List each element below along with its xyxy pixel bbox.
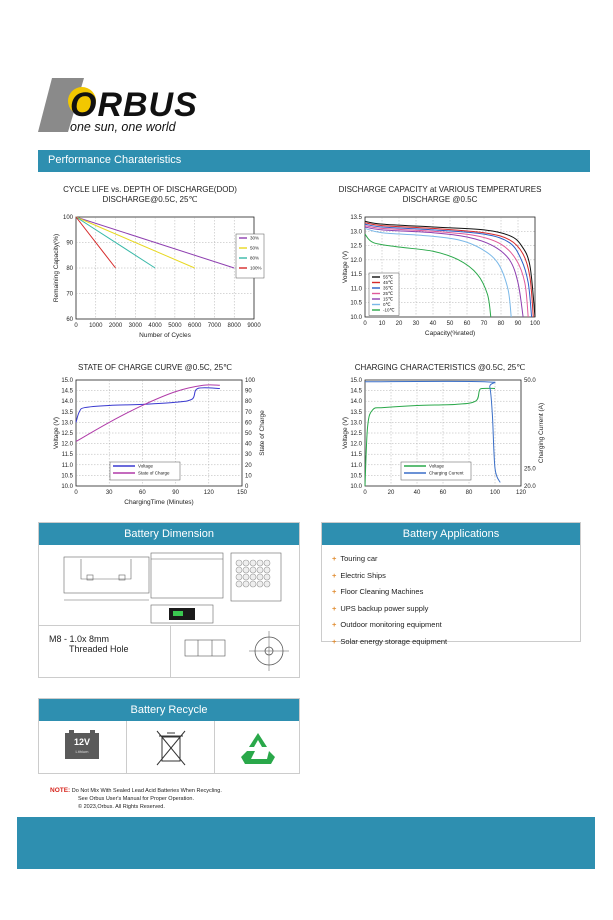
y-tick-label: 13.5 xyxy=(350,215,362,221)
note-line3: © 2023,Orbus. All Rights Reserved. xyxy=(78,804,165,810)
y2-tick-label: 30 xyxy=(245,452,252,459)
y-tick-label: 12.0 xyxy=(61,441,73,448)
battery-applications-title: Battery Applications xyxy=(322,523,580,545)
chart-svg xyxy=(40,182,290,347)
x-tick-label: 3000 xyxy=(128,323,143,329)
x-tick-label: 150 xyxy=(236,490,248,496)
y2-tick-label: 60 xyxy=(245,420,252,427)
x-tick-label: 90 xyxy=(172,490,179,496)
y-tick-label: 12.5 xyxy=(350,243,362,250)
legend-label: 35℃ xyxy=(383,285,394,291)
y2-tick-label: 25.0 xyxy=(524,466,536,473)
y-tick-label: 10.5 xyxy=(350,300,362,307)
chart-title: CYCLE LIFE vs. DEPTH OF DISCHARGE(DOD) xyxy=(63,185,237,194)
application-label: Outdoor monitoring equipment xyxy=(340,620,442,629)
x-tick-label: 120 xyxy=(203,490,214,496)
brand-tagline: one sun, one world xyxy=(70,120,176,134)
chart-subtitle: DISCHARGE @0.5C xyxy=(402,195,478,204)
x-tick-label: 8000 xyxy=(227,323,241,329)
y-tick-label: 12.0 xyxy=(350,441,362,448)
y-tick-label: 12.5 xyxy=(350,431,362,437)
legend-label: -10℃ xyxy=(383,307,395,313)
bullet-icon: + xyxy=(332,620,337,629)
x-tick-label: 80 xyxy=(465,490,473,496)
x-tick-label: 60 xyxy=(463,321,471,327)
y-tick-label: 11.0 xyxy=(350,286,362,293)
legend-label: 50% xyxy=(250,245,260,251)
application-label: UPS backup power supply xyxy=(340,603,429,613)
x-tick-label: 50 xyxy=(446,321,454,327)
y-axis-label: Remaining Capacity(%) xyxy=(53,233,60,303)
x-tick-label: 0 xyxy=(74,490,78,496)
x-tick-label: 2000 xyxy=(108,323,123,329)
battery-dimension-drawings xyxy=(39,545,299,625)
chart-svg xyxy=(325,358,575,523)
chart-title: CHARGING CHARACTERISTICS @0.5C, 25℃ xyxy=(354,363,526,372)
y2-tick-label: 0 xyxy=(245,484,249,490)
legend-label: 15℃ xyxy=(383,296,394,302)
y-tick-label: 13.5 xyxy=(350,409,362,416)
y-axis-label: Voltage (V) xyxy=(342,250,349,284)
x-tick-label: 0 xyxy=(363,490,367,496)
bullet-icon: + xyxy=(332,587,337,596)
battery-recycle-title: Battery Recycle xyxy=(39,699,299,721)
y-tick-label: 11.5 xyxy=(61,452,73,459)
application-item xyxy=(332,617,570,634)
y2-tick-label: 50 xyxy=(245,431,252,437)
legend-label: State of Charge xyxy=(138,470,170,476)
x-tick-label: 60 xyxy=(439,490,447,496)
y2-tick-label: 20.0 xyxy=(524,484,536,490)
x-tick-label: 0 xyxy=(74,323,78,329)
bullet-icon: + xyxy=(332,636,337,646)
discharge-temperature-chart xyxy=(325,182,575,347)
y2-tick-label: 80 xyxy=(245,399,252,406)
bullet-icon: + xyxy=(332,570,337,580)
legend xyxy=(236,234,264,278)
state-of-charge-chart xyxy=(40,358,290,523)
note-line1: Do Not Mix With Sealed Lead Acid Batteries When Recycling. xyxy=(71,788,222,794)
y2-axis-label: Charging Current (A) xyxy=(538,402,545,464)
y-tick-label: 12.5 xyxy=(61,431,73,437)
footer-bar xyxy=(17,817,595,869)
y-tick-label: 11.5 xyxy=(350,272,362,279)
y-tick-label: 13.0 xyxy=(350,420,362,427)
chart-subtitle: DISCHARGE@0.5C, 25℃ xyxy=(102,195,198,204)
y2-tick-label: 40 xyxy=(245,441,252,448)
y-tick-label: 10.5 xyxy=(61,473,73,480)
legend-label: 45℃ xyxy=(383,280,394,285)
application-label: Floor Cleaning Machines xyxy=(340,587,424,596)
battery-icon-label: 12V xyxy=(73,737,90,747)
y-tick-label: 90 xyxy=(66,240,73,247)
terminal-detail-drawing xyxy=(171,626,239,676)
legend xyxy=(110,462,180,480)
chart-svg xyxy=(325,182,575,347)
x-tick-label: 0 xyxy=(363,321,367,327)
x-tick-label: 90 xyxy=(514,321,522,327)
x-tick-label: 100 xyxy=(489,490,501,496)
y-tick-label: 15.0 xyxy=(350,378,362,384)
y-tick-label: 70 xyxy=(66,291,73,298)
cycle-life-chart xyxy=(40,182,290,347)
legend-label: 100% xyxy=(250,265,262,271)
battery-recycle-panel xyxy=(38,698,300,774)
applications-list xyxy=(322,545,580,656)
note-line2: See Orbus User's Manual for Proper Operation. xyxy=(78,796,194,802)
x-axis-label: Number of Cycles xyxy=(139,332,191,339)
legend-label: Voltage xyxy=(429,463,445,469)
x-tick-label: 40 xyxy=(413,490,421,496)
application-item xyxy=(332,601,570,618)
y-tick-label: 14.0 xyxy=(350,399,362,406)
recycle-icon xyxy=(215,721,301,773)
battery-dimension-title: Battery Dimension xyxy=(39,523,299,545)
y2-tick-label: 20 xyxy=(245,462,252,469)
battery-icon-sublabel: Lithium xyxy=(75,749,89,754)
legend-label: 25℃ xyxy=(383,291,394,296)
y2-tick-label: 70 xyxy=(245,409,252,416)
x-tick-label: 9000 xyxy=(247,323,261,329)
note-block xyxy=(50,787,222,811)
battery-applications-panel xyxy=(321,522,581,646)
x-tick-label: 1000 xyxy=(89,323,103,329)
y2-tick-label: 90 xyxy=(245,388,252,395)
legend-label: 55℃ xyxy=(383,274,394,280)
x-tick-label: 60 xyxy=(139,490,146,496)
y-tick-label: 10.0 xyxy=(61,484,73,490)
thread-label-line2: Threaded Hole xyxy=(69,644,129,654)
y-tick-label: 13.0 xyxy=(350,229,362,236)
battery-dimension-panel xyxy=(38,522,300,678)
x-tick-label: 10 xyxy=(378,321,386,327)
y-tick-label: 15.0 xyxy=(61,378,73,384)
bullet-icon: + xyxy=(332,554,337,563)
application-label: Touring car xyxy=(340,554,378,563)
x-tick-label: 30 xyxy=(412,321,420,327)
x-tick-label: 6000 xyxy=(187,323,202,329)
charging-characteristics-chart xyxy=(325,358,575,523)
legend-label: 30% xyxy=(250,235,260,241)
note-label: NOTE: xyxy=(50,787,71,794)
x-tick-label: 80 xyxy=(497,321,505,327)
legend-label: 80% xyxy=(250,255,260,261)
y-tick-label: 12.0 xyxy=(350,257,362,264)
no-trash-bin-icon xyxy=(127,721,215,773)
x-tick-label: 4000 xyxy=(148,323,162,329)
x-tick-label: 7000 xyxy=(207,323,222,329)
application-label: Electric Ships xyxy=(340,570,386,580)
application-label: Solar energy storage equipment xyxy=(340,636,448,646)
application-item xyxy=(332,634,570,651)
y-tick-label: 11.0 xyxy=(61,462,73,469)
y-tick-label: 14.5 xyxy=(61,388,73,395)
y-tick-label: 13.5 xyxy=(61,409,73,416)
y-tick-label: 10.0 xyxy=(350,315,362,321)
bullet-icon: + xyxy=(332,603,337,613)
y2-axis-label: State of Charge xyxy=(259,410,266,456)
x-tick-label: 40 xyxy=(429,321,437,327)
legend xyxy=(401,462,471,480)
x-axis-label: Capacity(%rated) xyxy=(424,330,476,337)
x-axis-label: ChargingTime (Minutes) xyxy=(124,499,194,506)
y2-tick-label: 50.0 xyxy=(524,378,536,384)
thread-label-line1: M8 - 1.0x 8mm xyxy=(49,634,110,644)
brand-name: ORBUS xyxy=(70,86,198,124)
y-tick-label: 10.5 xyxy=(350,473,362,480)
legend xyxy=(369,273,399,316)
y-axis-label: Voltage (V) xyxy=(342,416,349,450)
x-tick-label: 5000 xyxy=(168,323,182,329)
y2-tick-label: 100 xyxy=(245,378,256,384)
y-axis-label: Voltage (V) xyxy=(53,416,60,450)
application-item xyxy=(332,551,570,568)
x-tick-label: 30 xyxy=(105,490,113,496)
y-tick-label: 13.0 xyxy=(61,420,73,427)
application-item xyxy=(332,568,570,585)
chart-svg xyxy=(40,358,290,523)
y-tick-label: 60 xyxy=(66,317,73,323)
x-tick-label: 100 xyxy=(529,321,541,327)
y-tick-label: 14.0 xyxy=(61,399,73,406)
section-title: Performance Charateristics xyxy=(38,150,590,172)
y-tick-label: 80 xyxy=(66,266,73,272)
x-tick-label: 20 xyxy=(387,490,395,496)
chart-title: STATE OF CHARGE CURVE @0.5C, 25℃ xyxy=(77,363,233,372)
terminal-top-view-drawing xyxy=(239,626,299,676)
y-tick-label: 14.5 xyxy=(350,388,362,395)
battery-icon xyxy=(39,721,127,773)
y-tick-label: 10.0 xyxy=(350,484,362,490)
legend-label: Voltage xyxy=(138,463,154,469)
legend-label: Charging Current xyxy=(429,470,464,476)
chart-title: DISCHARGE CAPACITY at VARIOUS TEMPERATURES xyxy=(338,185,542,194)
application-item xyxy=(332,584,570,601)
x-tick-label: 70 xyxy=(480,321,488,327)
x-tick-label: 120 xyxy=(515,490,527,496)
x-tick-label: 20 xyxy=(395,321,403,327)
y-tick-label: 11.5 xyxy=(350,452,362,459)
legend-label: 0℃ xyxy=(383,302,391,307)
y-tick-label: 11.0 xyxy=(350,462,362,469)
y-tick-label: 100 xyxy=(62,215,73,221)
y2-tick-label: 10 xyxy=(245,473,252,480)
